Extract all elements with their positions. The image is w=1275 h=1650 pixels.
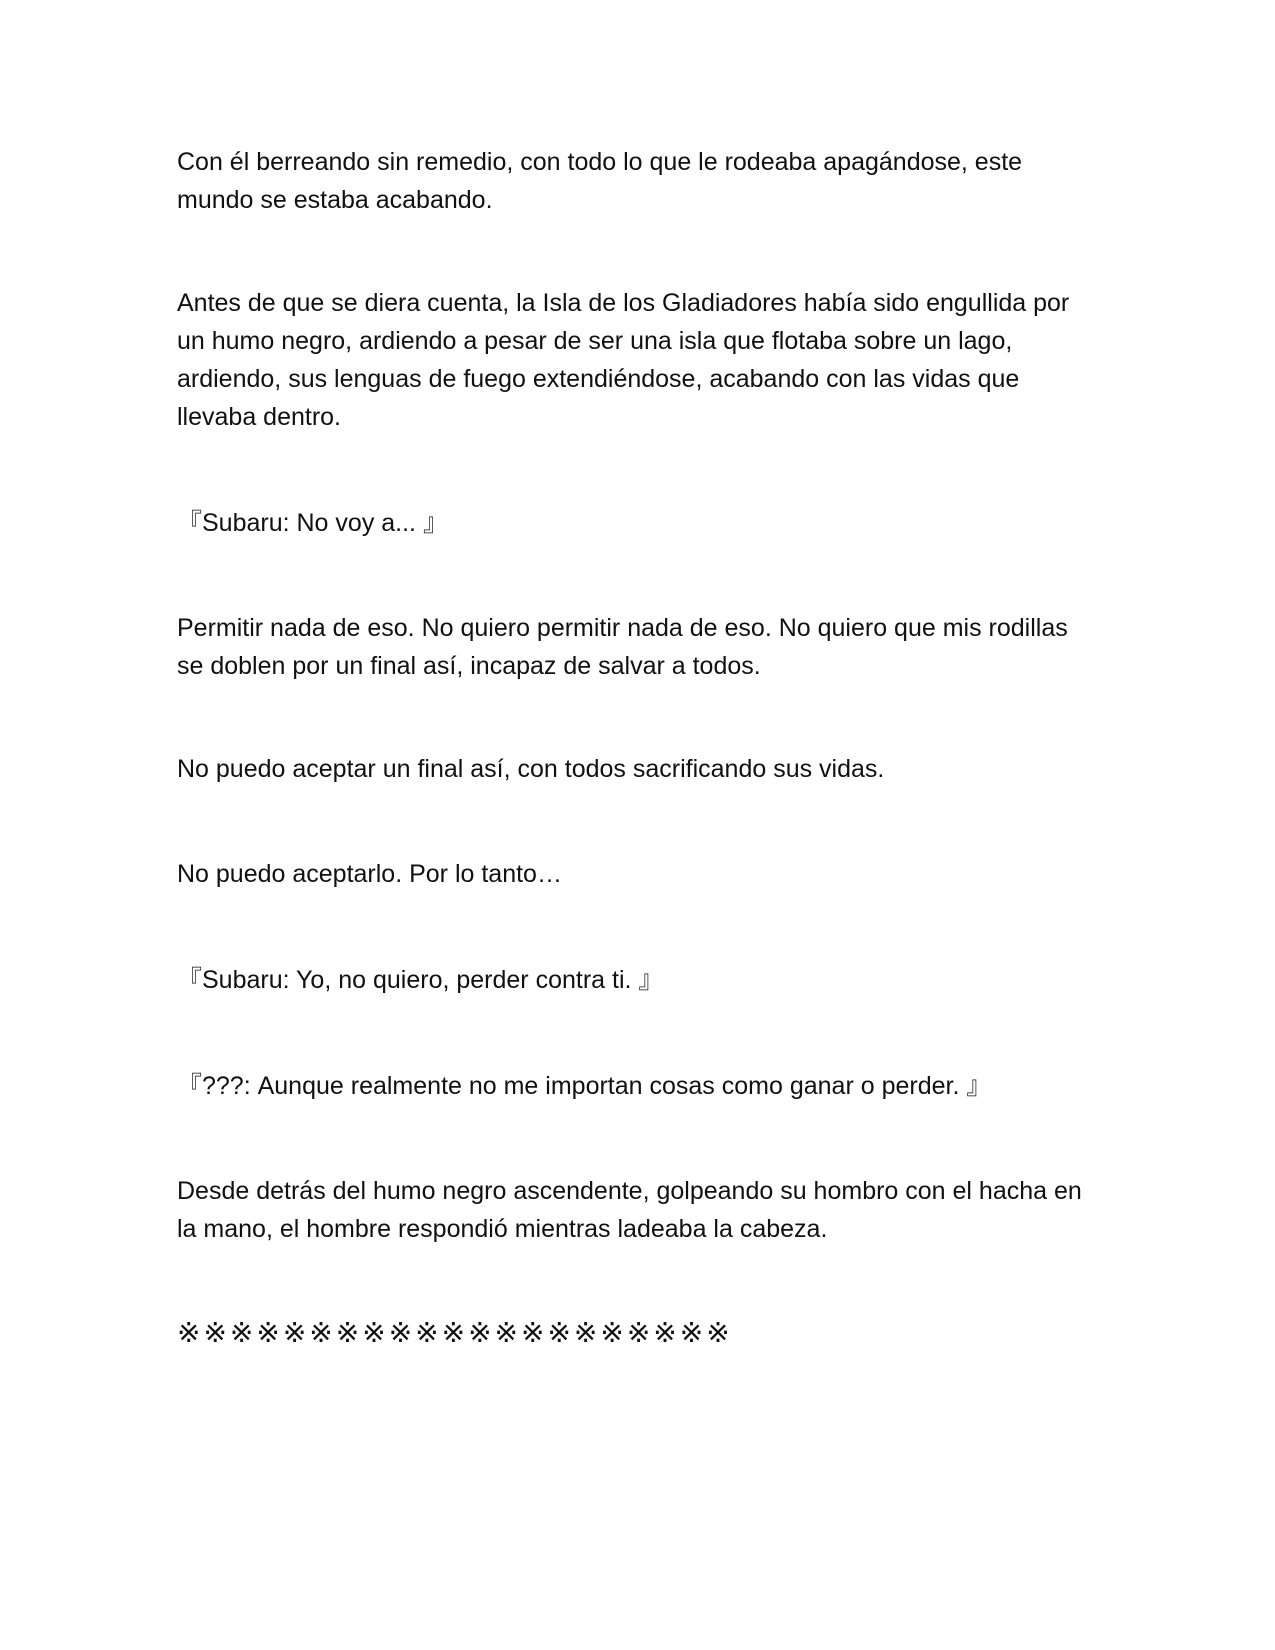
dialog-subaru-1: 『Subaru: No voy a... 』 xyxy=(177,509,448,537)
paragraph-5: No puedo aceptarlo. Por lo tanto… xyxy=(177,860,562,888)
paragraph-4: No puedo aceptar un final así, con todos sacrificando sus vidas. xyxy=(177,755,885,783)
paragraph-6: Desde detrás del humo negro ascendente, golpeando su hombro con el hacha en la mano, el hombre respondió mientras ladeaba la cabeza. xyxy=(177,1177,1082,1243)
paragraph-1: Con él berreando sin remedio, con todo lo que le rodeaba apagándose, este mundo se estaba acabando. xyxy=(177,148,1023,214)
dialog-subaru-2: 『Subaru: Yo, no quiero, perder contra ti. 』 xyxy=(177,966,664,994)
paragraph-2: Antes de que se diera cuenta, la Isla de los Gladiadores había sido engullida por un humo negro, ardiendo a pesar de ser una isla que flotaba sobre un lago, ardiendo, sus lenguas de fuego extendiéndose, acabando con las vidas que llevaba dentro. xyxy=(177,289,1070,431)
dialog-unknown: 『???: Aunque realmente no me importan cosas como ganar o perder. 』 xyxy=(177,1072,992,1100)
section-separator: ※※※※※※※※※※※※※※※※※※※※※ xyxy=(177,1316,733,1349)
paragraph-3: Permitir nada de eso. No quiero permitir nada de eso. No quiero que mis rodillas se doblen por un final así, incapaz de salvar a todos. xyxy=(177,614,1068,680)
